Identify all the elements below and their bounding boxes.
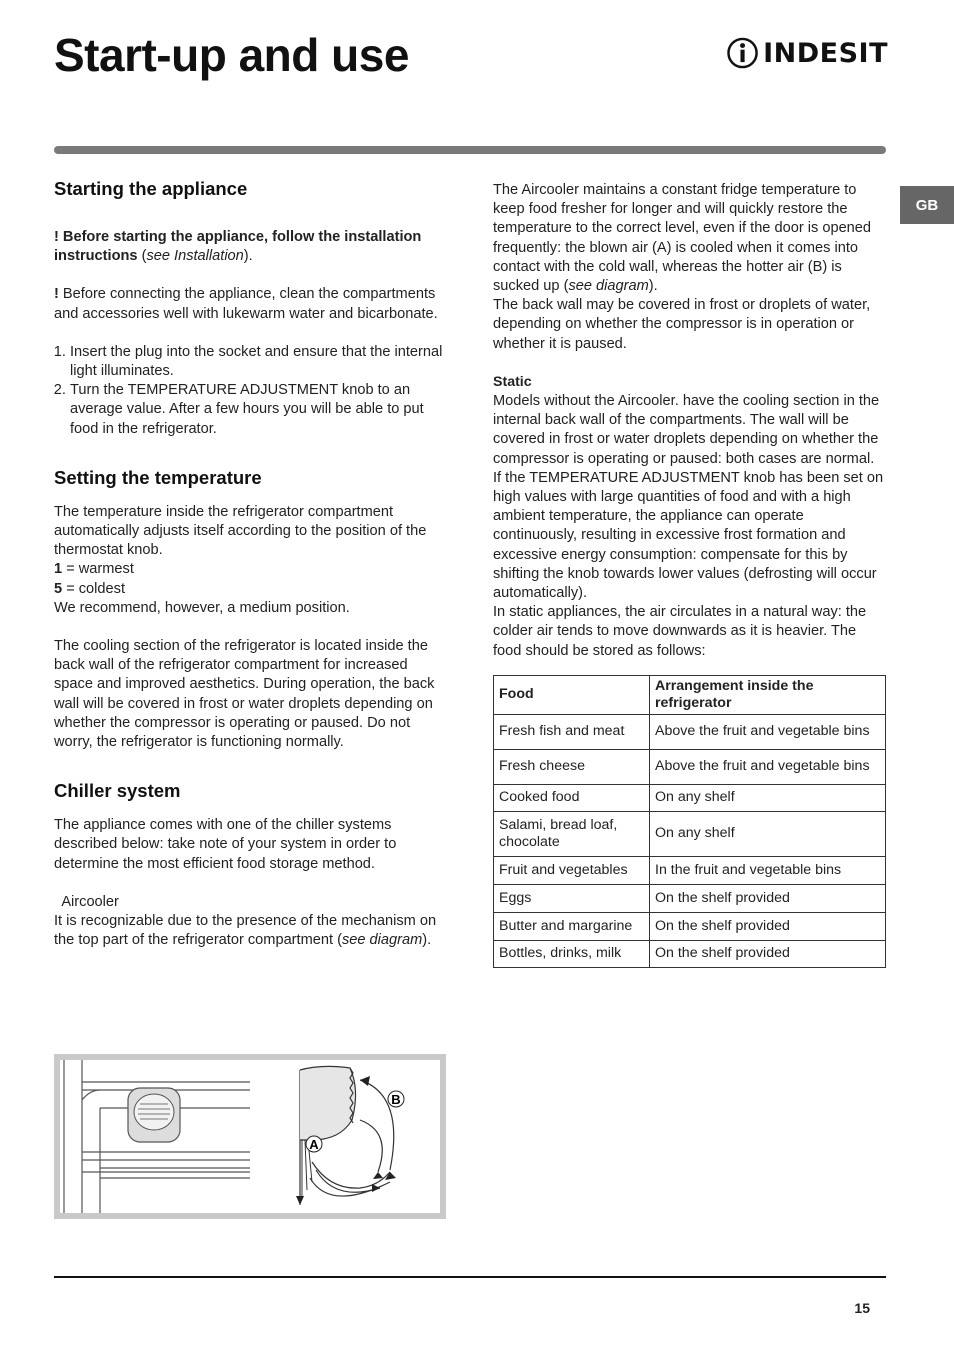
table-cell-food: Salami, bread loaf, chocolate xyxy=(494,811,650,856)
header-divider xyxy=(54,146,886,154)
table-row xyxy=(494,714,886,749)
section-heading-chiller: Chiller system xyxy=(54,780,181,802)
food-storage-table xyxy=(493,675,886,968)
table-row xyxy=(494,856,886,884)
brand-logo xyxy=(726,32,888,74)
temperature-warmest: 1 = warmest xyxy=(54,561,134,578)
table-cell-arrangement: In the fruit and vegetable bins xyxy=(650,856,886,884)
table-row xyxy=(494,784,886,811)
table-cell-food: Cooked food xyxy=(494,784,650,811)
aircooler-unit-icon xyxy=(128,1088,180,1142)
left-column xyxy=(54,176,449,950)
table-row xyxy=(494,912,886,940)
table-row xyxy=(494,940,886,967)
aircooler-text: It is recognizable due to the presence of the mechanism on the top part of the refrigerator compartment (see diagram). xyxy=(54,913,437,949)
section-heading-starting: Starting the appliance xyxy=(54,178,248,199)
table-row xyxy=(494,811,886,856)
table-cell-food: Butter and margarine xyxy=(494,912,650,940)
table-header-food: Food xyxy=(494,675,650,714)
label-b-marker xyxy=(388,1091,404,1107)
right-column xyxy=(493,181,886,968)
table-cell-food: Fresh fish and meat xyxy=(494,714,650,749)
aircooler-description: The Aircooler maintains a constant fridge temperature to keep food fresher for longer and will quickly restore the temperature to the correct level, even if the door is opened frequently: the blown air (A) is cooled when it comes into contact with the cold wall, whereas the hotter air (B) is sucked up (see diagram). xyxy=(493,182,872,295)
page-title: Start-up and use xyxy=(54,29,409,81)
table-cell-food: Eggs xyxy=(494,884,650,912)
table-cell-arrangement: On the shelf provided xyxy=(650,884,886,912)
warning-installation-text: Before starting the appliance, follow the installation instructions xyxy=(54,229,422,265)
chiller-intro: The appliance comes with one of the chiller systems described below: take note of your system in order to determine the most efficient food storage method. xyxy=(54,817,397,872)
table-cell-arrangement: On the shelf provided xyxy=(650,940,886,967)
installation-ref: see Installation xyxy=(146,248,244,265)
page-number: 15 xyxy=(854,1300,870,1316)
section-heading-temperature: Setting the temperature xyxy=(54,466,262,488)
table-cell-arrangement: Above the fruit and vegetable bins xyxy=(650,714,886,749)
static-air-text: In static appliances, the air circulates in a natural way: the colder air tends to move downwards as it is heavier. The food should be stored as follows: xyxy=(493,604,867,659)
table-cell-food: Fresh cheese xyxy=(494,749,650,784)
footer-divider xyxy=(54,1276,886,1278)
list-item: 2. Turn the TEMPERATURE ADJUSTMENT knob to an average value. After a few hours you will be able to put food in the refrigerator. xyxy=(70,381,449,439)
indesit-logo-icon xyxy=(726,33,759,73)
static-heading: Static xyxy=(493,373,532,390)
table-cell-arrangement: On the shelf provided xyxy=(650,912,886,940)
label-a-marker xyxy=(306,1136,322,1152)
warning-cleaning-text: Before connecting the appliance, clean the compartments and accessories well with lukewarm water and bicarbonate. xyxy=(54,286,438,322)
warning-cleaning: ! Before connecting the appliance, clean the compartments and accessories well with lukewarm water and bicarbonate. xyxy=(54,286,438,322)
table-cell-arrangement: Above the fruit and vegetable bins xyxy=(650,749,886,784)
table-header-arrangement: Arrangement inside the refrigerator xyxy=(650,675,886,714)
table-cell-food: Fruit and vegetables xyxy=(494,856,650,884)
table-row xyxy=(494,884,886,912)
svg-text:B: B xyxy=(391,1092,401,1107)
svg-text:A: A xyxy=(309,1137,319,1152)
list-item: 1. Insert the plug into the socket and ensure that the internal light illuminates. xyxy=(70,343,449,381)
table-header-row xyxy=(494,675,886,714)
warning-installation: ! Before starting the appliance, follow the installation instructions (see Installation). xyxy=(54,229,422,265)
aircooler-diagram xyxy=(54,1054,446,1219)
backwall-text: The back wall may be covered in frost or droplets of water, depending on whether the compressor is in operation or whether it is paused. xyxy=(493,297,871,352)
temperature-intro: The temperature inside the refrigerator compartment automatically adjusts itself according to the position of the thermostat knob. xyxy=(54,503,427,559)
startup-steps xyxy=(54,343,449,439)
temperature-recommend: We recommend, however, a medium position. xyxy=(54,599,350,616)
aircooler-illustration xyxy=(60,1060,440,1213)
temperature-coldest: 5 = coldest xyxy=(54,580,126,597)
aircooler-label: Aircooler xyxy=(61,893,119,910)
language-tab: GB xyxy=(900,186,954,224)
table-cell-food: Bottles, drinks, milk xyxy=(494,940,650,967)
brand-name: INDESIT xyxy=(763,37,888,69)
cooling-section-text: The cooling section of the refrigerator is located inside the back wall of the refrigerator compartment for increased space and improved aesthetics. During operation, the back wall will be covered in frost or water droplets depending on whether the compressor is operating or paused. Do not worry, the refrigerator is functioning normally. xyxy=(54,638,435,751)
table-row xyxy=(494,749,886,784)
table-cell-arrangement: On any shelf xyxy=(650,811,886,856)
static-text: Models without the Aircooler. have the cooling section in the internal back wall of the compartments. The wall will be covered in frost or water droplets depending on whether the compressor is operating or paused: both cases are normal. If the TEMPERATURE ADJUSTMENT knob has been set on high values with large quantities of food and with a high ambient temperature, the appliance can operate continuously, resulting in excessive frost formation and excessive energy consumption: compensate for this by shifting the knob towards lower values (defrosting will occur automatically). xyxy=(493,393,884,602)
table-cell-arrangement: On any shelf xyxy=(650,784,886,811)
